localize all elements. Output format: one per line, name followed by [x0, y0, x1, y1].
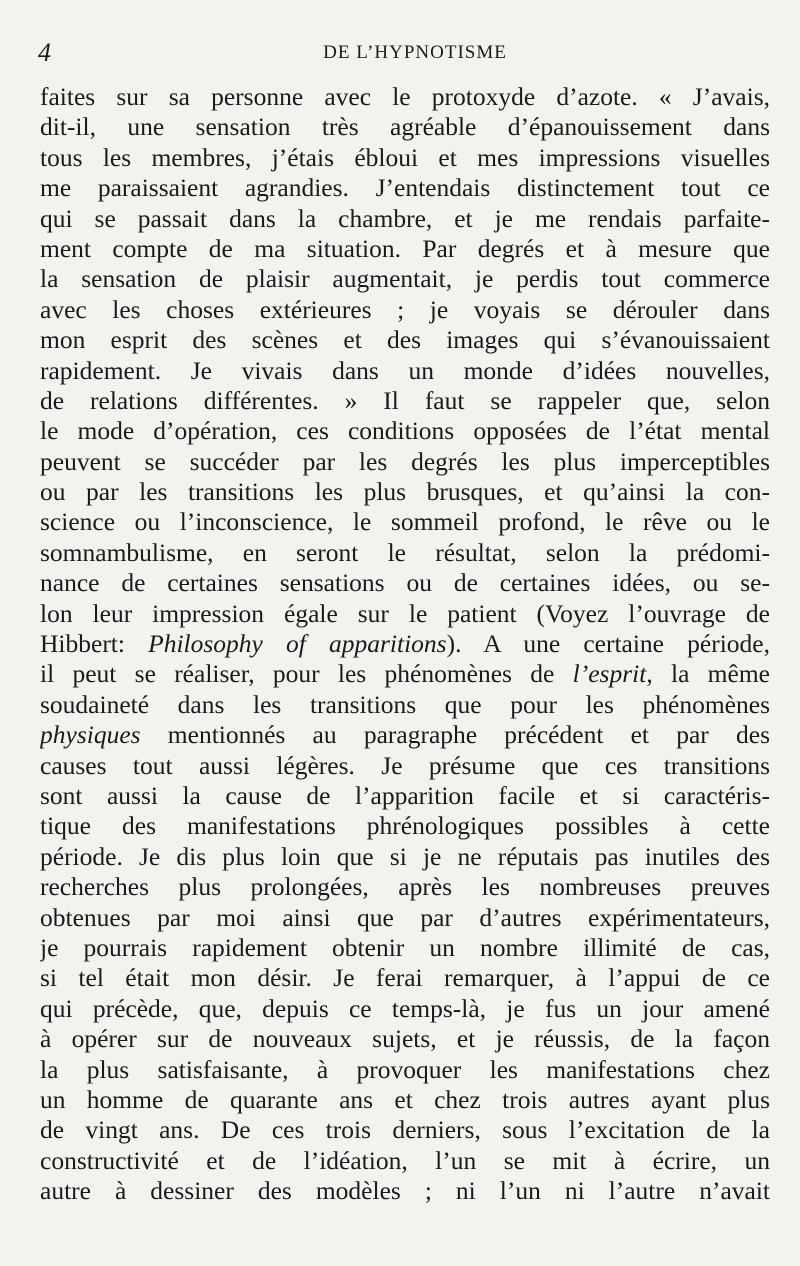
body-text — [40, 82, 770, 1206]
text-segment: mentionnés au paragraphe précédent et par des — [140, 720, 770, 750]
text-line: tique des manifestations phrénologiques possibles à cette — [40, 811, 770, 841]
text-line: de vingt ans. De ces trois derniers, sous l’excitation de la — [40, 1115, 770, 1145]
text-line: la sensation de plaisir augmentait, je perdis tout commerce — [40, 264, 770, 294]
text-line: de relations différentes. » Il faut se rappeler que, selon — [40, 385, 770, 415]
text-line: à opérer sur de nouveaux sujets, et je réussis, de la façon — [40, 1024, 770, 1054]
text-line: tous les membres, j’étais ébloui et mes impressions visuelles — [40, 142, 770, 172]
italic-segment: physiques — [40, 720, 141, 750]
page-number: 4 — [38, 38, 51, 67]
text-line: autre à dessiner des modèles ; ni l’un ni l’autre n’avait — [40, 1176, 770, 1206]
text-line: qui se passait dans la chambre, et je me rendais parfaite- — [40, 203, 770, 233]
text-line: peuvent se succéder par les degrés les plus imperceptibles — [40, 446, 770, 476]
text-line: faites sur sa personne avec le protoxyde d’azote. « J’avais, — [40, 82, 770, 111]
italic-segment: l’esprit — [572, 659, 647, 689]
text-line: je pourrais rapidement obtenir un nombre illimité de cas, — [40, 932, 770, 962]
running-head: DE L’HYPNOTISME — [323, 42, 507, 63]
text-segment: ). A une certaine période, — [446, 629, 770, 659]
text-line: qui précède, que, depuis ce temps-là, je fus un jour amené — [40, 993, 770, 1023]
text-line: lon leur impression égale sur le patient (Voyez l’ouvrage de — [40, 598, 770, 628]
text-line: soudaineté dans les transitions que pour les phénomènes — [40, 689, 770, 719]
text-line: me paraissaient agrandies. J’entendais distinctement tout ce — [40, 173, 770, 203]
text-line: causes tout aussi légères. Je présume que ces transitions — [40, 750, 770, 780]
text-line — [40, 659, 770, 689]
text-line: rapidement. Je vivais dans un monde d’idées nouvelles, — [40, 355, 770, 385]
text-line: obtenues par moi ainsi que par d’autres expérimentateurs, — [40, 902, 770, 932]
text-line: science ou l’inconscience, le sommeil profond, le rêve ou le — [40, 507, 770, 537]
text-line: recherches plus prolongées, après les nombreuses preuves — [40, 872, 770, 902]
text-segment: , la même — [646, 659, 770, 689]
text-line: un homme de quarante ans et chez trois autres ayant plus — [40, 1084, 770, 1114]
text-line: ou par les transitions les plus brusques, et qu’ainsi la con- — [40, 477, 770, 507]
text-segment: Hibbert: — [40, 629, 149, 659]
text-line: sont aussi la cause de l’apparition facile et si caractéris- — [40, 780, 770, 810]
text-line: nance de certaines sensations ou de certaines idées, ou se- — [40, 568, 770, 598]
text-line: mon esprit des scènes et des images qui s’évanouissaient — [40, 325, 770, 355]
text-line: constructivité et de l’idéation, l’un se mit à écrire, un — [40, 1145, 770, 1175]
text-line: période. Je dis plus loin que si je ne réputais pas inutiles des — [40, 841, 770, 871]
text-line — [40, 629, 770, 659]
text-line — [40, 720, 770, 750]
text-line: la plus satisfaisante, à provoquer les manifestations chez — [40, 1054, 770, 1084]
text-line: avec les choses extérieures ; je voyais se dérouler dans — [40, 294, 770, 324]
text-line: somnambulisme, en seront le résultat, selon la prédomi- — [40, 537, 770, 567]
text-line: si tel était mon désir. Je ferai remarquer, à l’appui de ce — [40, 963, 770, 993]
italic-segment: Philosophy of apparitions — [148, 629, 447, 659]
text-line: dit-il, une sensation très agréable d’épanouissement dans — [40, 112, 770, 142]
text-line: le mode d’opération, ces conditions opposées de l’état mental — [40, 416, 770, 446]
text-segment: il peut se réaliser, pour les phénomènes de — [40, 659, 573, 689]
text-line: ment compte de ma situation. Par degrés et à mesure que — [40, 233, 770, 263]
